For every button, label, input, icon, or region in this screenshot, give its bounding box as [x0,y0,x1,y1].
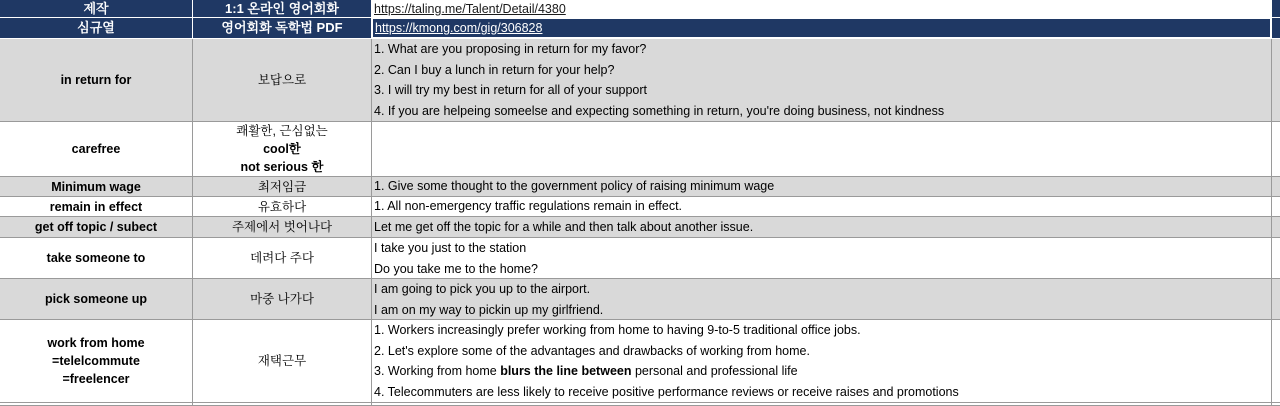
cell-extra[interactable] [1272,177,1280,197]
example-line: I am going to pick you up to the airport. [374,282,591,296]
table-row [0,238,1280,279]
meaning-cell[interactable]: 보답으로 [193,39,372,122]
cell-extra[interactable] [1272,0,1280,18]
phrase-cell[interactable]: pick someone up [0,279,193,320]
table-row [0,320,1280,403]
cell-pdf-label[interactable]: 영어회화 독학법 PDF [193,18,372,39]
header-row-2 [0,18,1280,39]
meaning-cell[interactable]: 쾌활한, 근심없는 cool한 not serious 한 [193,122,372,177]
examples-cell[interactable] [372,122,1272,177]
example-line: I am on my way to pickin up my girlfriend. [374,302,604,317]
examples-cell[interactable] [372,39,1272,122]
phrase-cell[interactable]: in return for [0,39,193,122]
examples-cell[interactable] [372,177,1272,197]
phrase-cell[interactable]: Minimum wage [0,177,193,197]
cell-author-name[interactable]: 심규열 [0,18,193,39]
meaning-cell[interactable]: 마중 나가다 [193,279,372,320]
table-row [0,122,1280,177]
pdf-link[interactable]: https://kmong.com/gig/306828 [372,18,1271,38]
phrase-cell[interactable]: remain in effect [0,197,193,217]
header-row-1 [0,0,1280,18]
examples-cell[interactable] [372,217,1272,238]
meaning-cell[interactable]: 데려다 주다 [193,238,372,279]
example-line: 1. Workers increasingly prefer working from home to having 9-to-5 traditional office jobs. [374,323,861,337]
cell-extra[interactable] [1272,18,1280,39]
phrase-cell[interactable]: carefree [0,122,193,177]
cell-extra[interactable] [1272,217,1280,238]
cell-extra[interactable] [1272,197,1280,217]
bold-phrase: blurs the line between [500,364,632,378]
cell-extra[interactable] [1272,320,1280,403]
examples-cell[interactable] [372,197,1272,217]
cell-extra[interactable] [1272,238,1280,279]
example-line: 4. Telecommuters are less likely to receive positive performance reviews or receive raises and promotions [374,384,959,399]
meaning-cell[interactable]: 유효하다 [193,197,372,217]
cell-extra[interactable] [1272,122,1280,177]
cell-course-label[interactable]: 1:1 온라인 영어회화 [193,0,372,18]
example-line: I take you just to the station [374,241,527,255]
example-line: Do you take me to the home? [374,261,538,276]
meaning-cell[interactable]: 주제에서 벗어나다 [193,217,372,238]
example-line: 3. Working from home blurs the line between personal and professional life [374,364,798,378]
examples-cell[interactable] [372,320,1272,403]
example-line: 1. All non-emergency traffic regulations remain in effect. [374,199,683,213]
table-row [0,177,1280,197]
example-line: 2. Let's explore some of the advantages and drawbacks of working from home. [374,343,810,358]
example-line: 4. If you are helpeing someelse and expecting something in return, you're doing business, not kindness [374,103,945,118]
course-link[interactable]: https://taling.me/Talent/Detail/4380 [372,0,1271,17]
meaning-cell[interactable]: 최저임금 [193,177,372,197]
table-row [0,39,1280,122]
example-line: Let me get off the topic for a while and then talk about another issue. [374,220,754,234]
examples-cell[interactable] [372,279,1272,320]
example-line: 2. Can I buy a lunch in return for your help? [374,62,615,77]
table-row [0,279,1280,320]
cell-extra[interactable] [1272,279,1280,320]
phrase-cell[interactable]: take someone to [0,238,193,279]
cell-extra[interactable] [1272,39,1280,122]
example-line: 3. I will try my best in return for all of your support [374,83,648,97]
example-line: 1. Give some thought to the government policy of raising minimum wage [374,179,775,193]
phrase-cell[interactable]: get off topic / subect [0,217,193,238]
cell-author-label[interactable]: 제작 [0,0,193,18]
example-line: 1. What are you proposing in return for my favor? [374,42,647,56]
table-row [0,217,1280,238]
table-row [0,197,1280,217]
examples-cell[interactable] [372,238,1272,279]
cell-course-link[interactable] [372,0,1272,18]
meaning-cell[interactable]: 재택근무 [193,320,372,403]
phrase-cell[interactable]: work from home =telelcommute =freelencer [0,320,193,403]
cell-pdf-link[interactable] [372,18,1272,39]
